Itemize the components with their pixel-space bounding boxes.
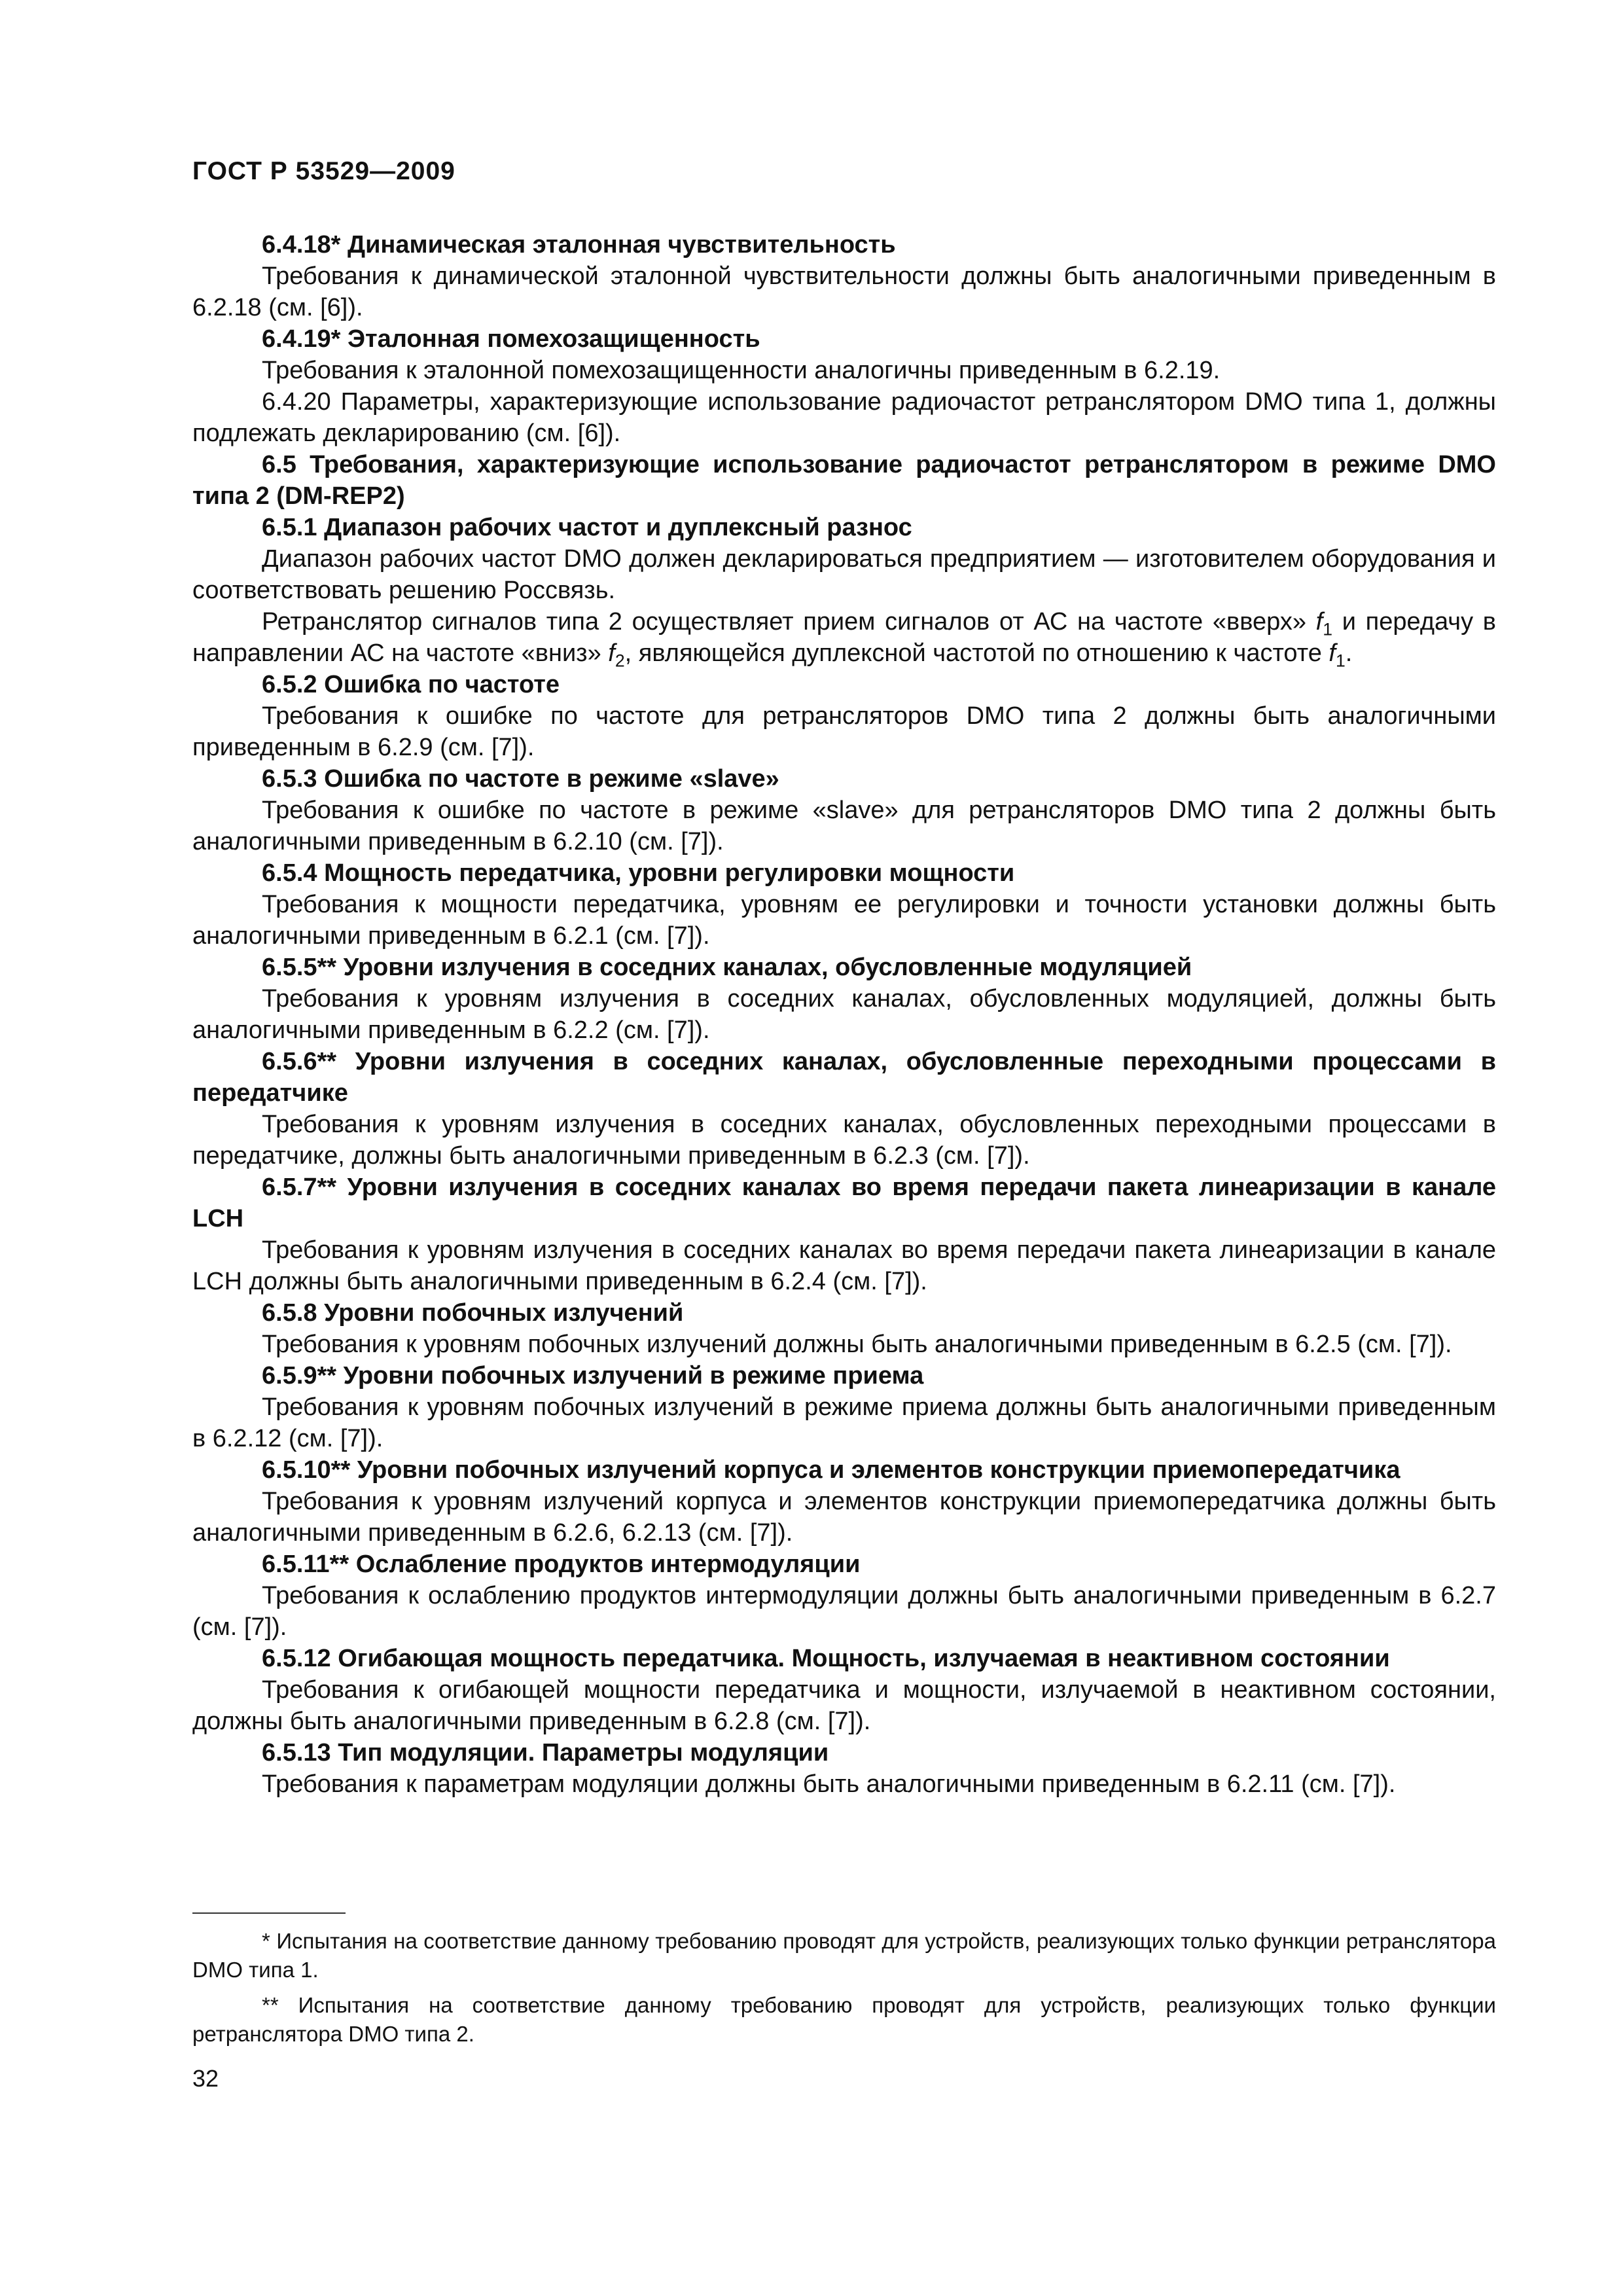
section-heading-6-5-6: 6.5.6** Уровни излучения в соседних каналах, обусловленные переходными процессами в передатчике (192, 1048, 1496, 1107)
section-text-6-5-1: Диапазон рабочих частот DMO должен декларироваться предприятием — изготовителем оборудования и соответствовать решению Россвязь. (192, 545, 1496, 604)
footnotes (192, 1927, 1496, 2055)
section-heading-6-5-9: 6.5.9** Уровни побочных излучений в режиме приема (262, 1362, 924, 1390)
section-heading-6-5-3: 6.5.3 Ошибка по частоте в режиме «slave» (262, 765, 779, 793)
footnote-double-star: ** Испытания на соответствие данному требованию проводят для устройств, реализующих только функции ретранслятора DMO типа 2. (192, 1993, 1496, 2046)
section-text-6-5-7: Требования к уровням излучения в соседних каналах во время передачи пакета линеаризации в канале LCH должны быть аналогичными приведенным в 6.2.4 (см. [7]). (192, 1236, 1496, 1295)
section-heading-6-5-2: 6.5.2 Ошибка по частоте (262, 671, 560, 698)
section-heading-6-5-13: 6.5.13 Тип модуляции. Параметры модуляции (262, 1739, 829, 1767)
section-text-6-5-11: Требования к ослаблению продуктов интермодуляции должны быть аналогичными приведенным в 6.2.7 (см. [7]). (192, 1582, 1496, 1641)
section-text-6-4-18: Требования к динамической эталонной чувствительности должны быть аналогичными приведенным в 6.2.18 (см. [6]). (192, 262, 1496, 321)
section-text-6-4-19: Требования к эталонной помехозащищенности аналогичны приведенным в 6.2.19. (262, 357, 1221, 384)
section-heading-6-5-5: 6.5.5** Уровни излучения в соседних каналах, обусловленные модуляцией (262, 954, 1192, 981)
document-body (192, 229, 1496, 1800)
section-text-6-5-3: Требования к ошибке по частоте в режиме «slave» для ретрансляторов DMO типа 2 должны быть аналогичными приведенным в 6.2.10 (см. [7]). (192, 797, 1496, 855)
section-text-6-5-6: Требования к уровням излучения в соседних каналах, обусловленных переходными процессами в передатчике, должны быть аналогичными приведенным в 6.2.3 (см. [7]). (192, 1111, 1496, 1170)
section-text-6-5-5: Требования к уровням излучения в соседних каналах, обусловленных модуляцией, должны быть аналогичными приведенным в 6.2.2 (см. [7]). (192, 985, 1496, 1044)
section-text-6-5-13: Требования к параметрам модуляции должны быть аналогичными приведенным в 6.2.11 (см. [7]). (262, 1770, 1396, 1798)
section-heading-6-5-7: 6.5.7** Уровни излучения в соседних каналах во время передачи пакета линеаризации в канале LCH (192, 1174, 1496, 1232)
footnote-divider (192, 1912, 346, 1914)
section-text-6-5-12: Требования к огибающей мощности передатчика и мощности, излучаемой в неактивном состоянии, должны быть аналогичными приведенным в 6.2.8 (см. [7]). (192, 1676, 1496, 1735)
section-heading-6-4-19: 6.4.19* Эталонная помехозащищенность (262, 325, 760, 353)
footnote-single-star: * Испытания на соответствие данному требованию проводят для устройств, реализующих только функции ретранслятора DMO типа 1. (192, 1929, 1496, 1982)
section-heading-6-5: 6.5 Требования, характеризующие использование радиочастот ретранслятором в режиме DMO типа 2 (DM-REP2) (192, 451, 1496, 510)
section-text-6-5-9: Требования к уровням побочных излучений в режиме приема должны быть аналогичными приведенным в 6.2.12 (см. [7]). (192, 1393, 1496, 1452)
section-heading-6-5-1: 6.5.1 Диапазон рабочих частот и дуплексный разнос (262, 514, 912, 541)
section-heading-6-5-4: 6.5.4 Мощность передатчика, уровни регулировки мощности (262, 859, 1015, 887)
page-number: 32 (192, 2065, 219, 2092)
document-page (192, 0, 1496, 2296)
section-text-6-5-2: Требования к ошибке по частоте для ретрансляторов DMO типа 2 должны быть аналогичными приведенным в 6.2.9 (см. [7]). (192, 702, 1496, 761)
section-heading-6-5-10: 6.5.10** Уровни побочных излучений корпуса и элементов конструкции приемопередатчика (262, 1456, 1400, 1484)
section-heading-6-5-12: 6.5.12 Огибающая мощность передатчика. Мощность, излучаемая в неактивном состоянии (262, 1645, 1390, 1672)
section-heading-6-4-18: 6.4.18* Динамическая эталонная чувствительность (262, 231, 896, 259)
document-header: ГОСТ Р 53529—2009 (192, 157, 455, 185)
section-text-6-4-20: 6.4.20 Параметры, характеризующие использование радиочастот ретранслятором DMO типа 1, должны подлежать декларированию (см. [6]). (192, 388, 1496, 447)
section-heading-6-5-11: 6.5.11** Ослабление продуктов интермодуляции (262, 1551, 861, 1578)
section-text-6-5-10: Требования к уровням излучений корпуса и элементов конструкции приемопередатчика должны быть аналогичными приведенным в 6.2.6, 6.2.13 (см. [7]). (192, 1488, 1496, 1547)
section-heading-6-5-8: 6.5.8 Уровни побочных излучений (262, 1299, 684, 1327)
section-text-6-5-8: Требования к уровням побочных излучений должны быть аналогичными приведенным в 6.2.5 (см. [7]). (262, 1331, 1452, 1358)
section-text-6-5-1-frequencies: Ретранслятор сигналов типа 2 осуществляет прием сигналов от АС на частоте «вверх» $f_1$ и передачу в направлении АС на частоте «вниз» $f_2$, являющейся дуплексной частотой по отношению к частоте $f_1$. (192, 608, 1496, 671)
section-text-6-5-4: Требования к мощности передатчика, уровням ее регулировки и точности установки должны быть аналогичными приведенным в 6.2.1 (см. [7]). (192, 891, 1496, 950)
